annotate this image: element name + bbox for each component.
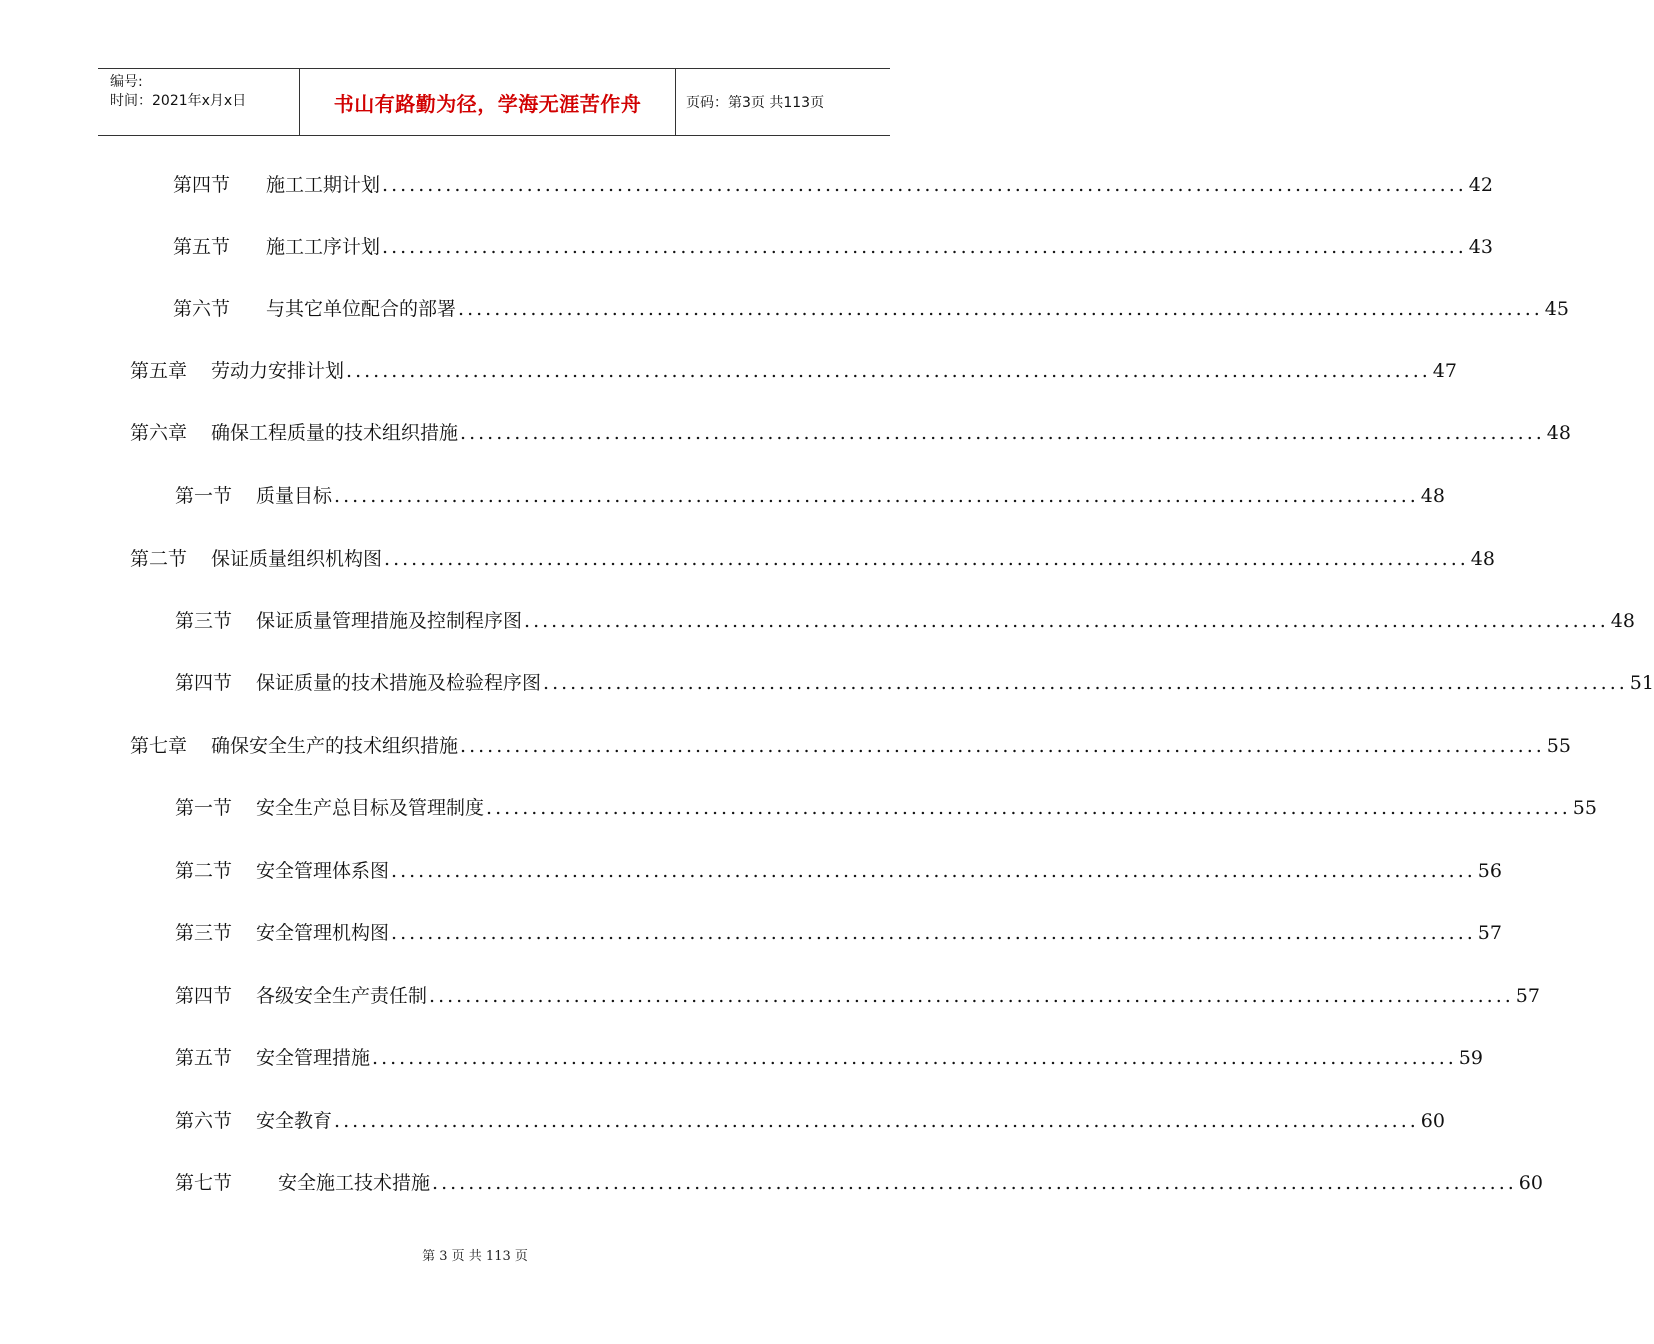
- toc-entry-number: 第一节: [175, 485, 233, 507]
- toc-entry[interactable]: [130, 544, 1495, 574]
- toc-entry-page: 48: [1470, 548, 1495, 570]
- toc-entry-page: 59: [1458, 1047, 1483, 1069]
- toc-entry-title: 施工工序计划: [266, 236, 381, 258]
- toc-entry-number: 第三节: [175, 610, 233, 632]
- toc-dot-leader: ........................................................................................................................: [458, 298, 1543, 320]
- toc-entry-page: 55: [1572, 797, 1597, 819]
- toc-entry-number: 第五节: [175, 1047, 233, 1069]
- toc-dot-leader: ........................................................................................................................: [543, 672, 1628, 694]
- header-page-info: 页码：第3页 共113页: [686, 95, 825, 111]
- toc-entry-title: 安全管理机构图: [256, 922, 390, 944]
- toc-entry[interactable]: [173, 294, 1569, 324]
- toc-dot-leader: ........................................................................................................................: [524, 610, 1609, 632]
- toc-entry-title: 保证质量的技术措施及检验程序图: [256, 672, 542, 694]
- toc-entry-title: 保证质量组织机构图: [211, 548, 383, 570]
- toc-dot-leader: ........................................................................................................................: [432, 1172, 1517, 1194]
- toc-entry[interactable]: [175, 1168, 1543, 1198]
- toc-entry[interactable]: [130, 731, 1571, 761]
- toc-entry-title: 劳动力安排计划: [211, 360, 345, 382]
- toc-entry-title: 与其它单位配合的部署: [266, 298, 457, 320]
- toc-dot-leader: ........................................................................................................................: [372, 1047, 1457, 1069]
- header-motto: 书山有路勤为径，学海无涯苦作舟: [300, 69, 676, 135]
- toc-entry-page: 60: [1518, 1172, 1543, 1194]
- toc-entry-title: 安全教育: [256, 1110, 333, 1132]
- toc-entry[interactable]: [173, 170, 1493, 200]
- toc-entry-page: 42: [1468, 174, 1493, 196]
- toc-entry-title: 各级安全生产责任制: [256, 985, 428, 1007]
- toc-entry-number: 第四节: [175, 672, 233, 694]
- toc-dot-leader: ........................................................................................................................: [391, 860, 1476, 882]
- toc-entry-page: 51: [1629, 672, 1654, 694]
- toc-entry-title: 质量目标: [256, 485, 333, 507]
- toc-dot-leader: ........................................................................................................................: [384, 548, 1469, 570]
- toc-dot-leader: ........................................................................................................................: [382, 174, 1467, 196]
- toc-entry-page: 57: [1515, 985, 1540, 1007]
- toc-entry-title: 确保安全生产的技术组织措施: [211, 735, 459, 757]
- toc-entry-number: 第二节: [130, 548, 188, 570]
- page-header: [98, 68, 890, 136]
- toc-entry-number: 第一节: [175, 797, 233, 819]
- toc-entry-number: 第五章: [130, 360, 188, 382]
- toc-entry-title: 安全管理措施: [256, 1047, 371, 1069]
- toc-entry-title: 施工工期计划: [266, 174, 381, 196]
- toc-entry-number: 第四节: [173, 174, 231, 196]
- toc-dot-leader: ........................................................................................................................: [486, 797, 1571, 819]
- toc-dot-leader: ........................................................................................................................: [334, 1110, 1419, 1132]
- toc-entry[interactable]: [175, 668, 1654, 698]
- toc-entry-title: 安全施工技术措施: [278, 1172, 431, 1194]
- toc-dot-leader: ........................................................................................................................: [460, 735, 1545, 757]
- toc-entry-title: 安全生产总目标及管理制度: [256, 797, 485, 819]
- toc-dot-leader: ........................................................................................................................: [334, 485, 1419, 507]
- date-label: 时间：2021年x月x日: [110, 93, 247, 109]
- toc-entry[interactable]: [173, 232, 1493, 262]
- toc-entry[interactable]: [175, 606, 1635, 636]
- toc-entry-number: 第六节: [175, 1110, 233, 1132]
- toc-entry[interactable]: [175, 1106, 1445, 1136]
- toc-entry[interactable]: [175, 918, 1502, 948]
- toc-entry-number: 第六章: [130, 422, 188, 444]
- toc-entry-number: 第四节: [175, 985, 233, 1007]
- toc-entry-number: 第六节: [173, 298, 231, 320]
- header-meta: [98, 69, 300, 135]
- toc-entry[interactable]: [130, 356, 1457, 386]
- toc-entry-number: 第七章: [130, 735, 188, 757]
- toc-entry-page: 48: [1546, 422, 1571, 444]
- serial-label: 编号:: [110, 74, 143, 90]
- toc-dot-leader: ........................................................................................................................: [346, 360, 1431, 382]
- page-footer: 第 3 页 共 113 页: [422, 1249, 528, 1264]
- toc-entry-page: 48: [1610, 610, 1635, 632]
- toc-entry-number: 第五节: [173, 236, 231, 258]
- toc-entry-page: 55: [1546, 735, 1571, 757]
- toc-entry-page: 56: [1477, 860, 1502, 882]
- toc-entry-title: 安全管理体系图: [256, 860, 390, 882]
- toc-entry-page: 60: [1420, 1110, 1445, 1132]
- toc-entry[interactable]: [175, 793, 1597, 823]
- toc-entry-page: 47: [1432, 360, 1457, 382]
- toc-entry-number: 第三节: [175, 922, 233, 944]
- toc-entry-page: 48: [1420, 485, 1445, 507]
- toc-entry[interactable]: [175, 1043, 1483, 1073]
- toc-entry[interactable]: [175, 981, 1540, 1011]
- toc-entry[interactable]: [175, 856, 1502, 886]
- toc-entry[interactable]: [130, 418, 1571, 448]
- toc-dot-leader: ........................................................................................................................: [382, 236, 1467, 258]
- toc-dot-leader: ........................................................................................................................: [460, 422, 1545, 444]
- toc-entry-page: 57: [1477, 922, 1502, 944]
- toc-entry-page: 43: [1468, 236, 1493, 258]
- toc-dot-leader: ........................................................................................................................: [391, 922, 1476, 944]
- toc-entry-page: 45: [1544, 298, 1569, 320]
- toc-entry-number: 第七节: [175, 1172, 233, 1194]
- toc-entry-title: 保证质量管理措施及控制程序图: [256, 610, 523, 632]
- toc-entry[interactable]: [175, 481, 1445, 511]
- toc-entry-title: 确保工程质量的技术组织措施: [211, 422, 459, 444]
- toc-dot-leader: ........................................................................................................................: [429, 985, 1514, 1007]
- toc-entry-number: 第二节: [175, 860, 233, 882]
